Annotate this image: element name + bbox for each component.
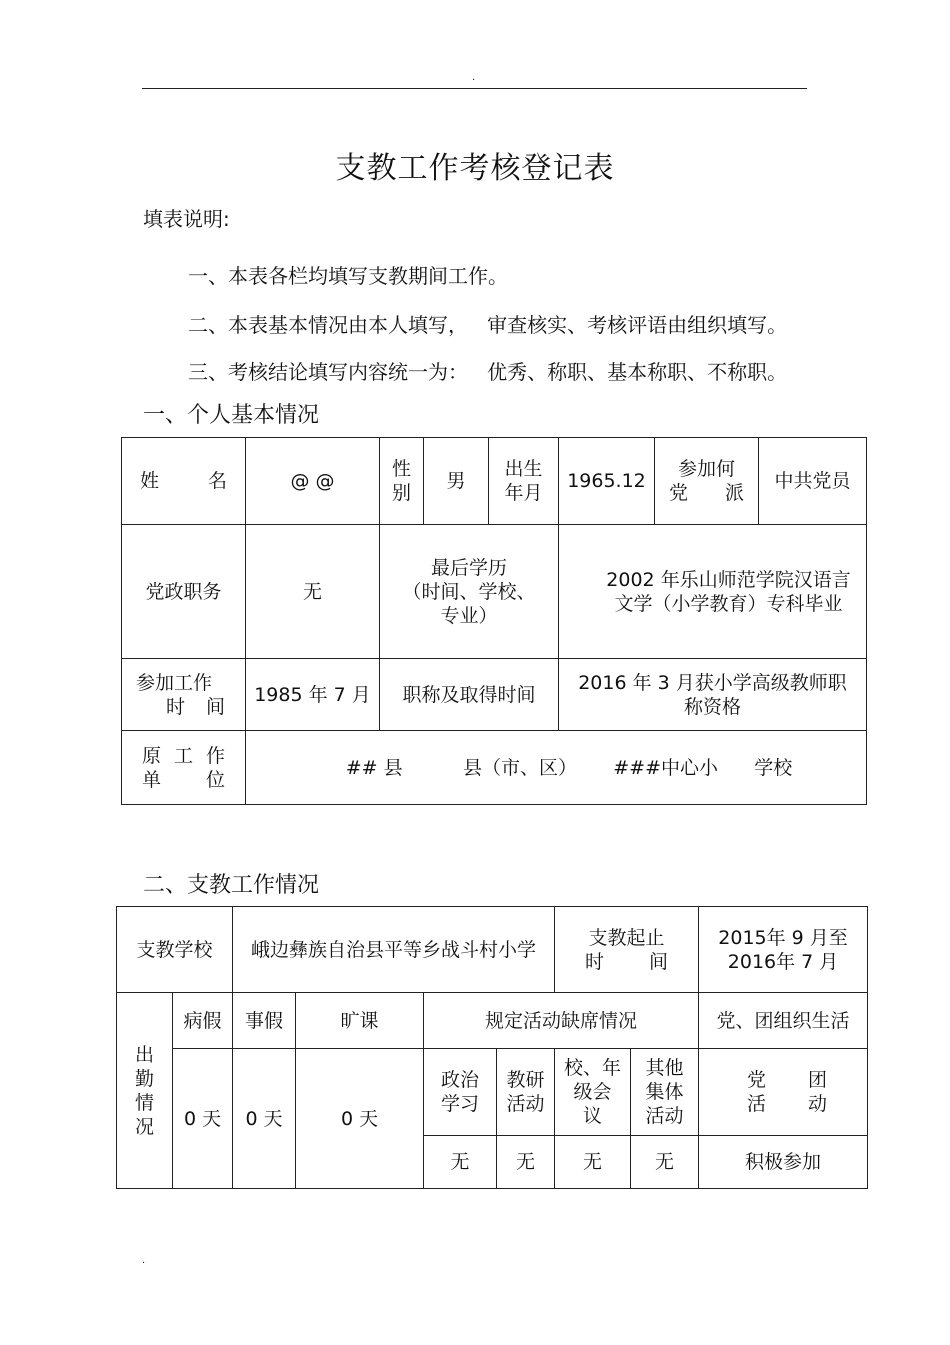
other-activity-label: 其他 集体 活动 <box>631 1049 699 1136</box>
sick-leave-value: 0 天 <box>173 1049 233 1189</box>
school-label: 支教学校 <box>117 907 233 993</box>
birth-value: 1965.12 <box>559 438 655 525</box>
instructions-heading: 填表说明: <box>143 207 230 231</box>
party-activity-value: 积极参加 <box>699 1136 868 1189</box>
post-value: 无 <box>246 525 380 659</box>
birth-label: 出生 年月 <box>489 438 559 525</box>
title-label: 职称及取得时间 <box>380 659 559 731</box>
meeting-label: 校、年 级会 议 <box>555 1049 631 1136</box>
header-dot: . <box>472 72 476 83</box>
party-activity-label: 党 团 活 动 <box>699 1049 868 1136</box>
party-label: 参加何 党 派 <box>655 438 759 525</box>
absence-value: 0 天 <box>296 1049 424 1189</box>
absence-label: 旷课 <box>296 993 424 1049</box>
research-activity-label: 教研 活动 <box>497 1049 555 1136</box>
meeting-value: 无 <box>555 1136 631 1189</box>
gender-label: 性 别 <box>380 438 424 525</box>
period-value: 2015年 9 月至 2016年 7 月 <box>699 907 868 993</box>
instruction-item: 二、本表基本情况由本人填写， 审查核实、考核评语由组织填写。 <box>188 313 788 337</box>
gender-value: 男 <box>424 438 489 525</box>
education-label: 最后学历 （时间、学校、 专业） <box>380 525 559 659</box>
title-value: 2016 年 3 月获小学高级教师职称资格 <box>559 659 867 731</box>
unit-label: 原 工 作 单 位 <box>122 731 246 805</box>
footer-dot: . <box>142 1255 146 1266</box>
politics-study-value: 无 <box>424 1136 497 1189</box>
unit-value: ## 县 县（市、区） ###中心小 学校 <box>246 731 867 805</box>
org-life-label: 党、团组织生活 <box>699 993 868 1049</box>
sick-leave-label: 病假 <box>173 993 233 1049</box>
party-value: 中共党员 <box>759 438 867 525</box>
name-value: @ @ <box>246 438 380 525</box>
section2-heading: 二、支教工作情况 <box>143 873 320 898</box>
post-label: 党政职务 <box>122 525 246 659</box>
attendance-label: 出 勤 情 况 <box>117 993 173 1189</box>
education-value: 2002 年乐山师范学院汉语言文学（小学教育）专科毕业 <box>559 525 867 659</box>
politics-study-label: 政治 学习 <box>424 1049 497 1136</box>
instruction-item: 一、本表各栏均填写支教期间工作。 <box>188 264 508 288</box>
personal-info-table <box>121 437 867 805</box>
name-label: 姓 名 <box>122 438 246 525</box>
personal-leave-value: 0 天 <box>233 1049 296 1189</box>
instruction-item: 三、考核结论填写内容统一为： 优秀、称职、基本称职、不称职。 <box>188 360 788 384</box>
section1-heading: 一、个人基本情况 <box>143 403 320 428</box>
school-value: 峨边彝族自治县平等乡战斗村小学 <box>233 907 555 993</box>
research-activity-value: 无 <box>497 1136 555 1189</box>
work-start-label: 参加工作 时 间 <box>122 659 246 731</box>
personal-leave-label: 事假 <box>233 993 296 1049</box>
activity-absence-label: 规定活动缺席情况 <box>424 993 699 1049</box>
work-start-value: 1985 年 7 月 <box>246 659 380 731</box>
period-label: 支教起止 时 间 <box>555 907 699 993</box>
header-rule <box>142 88 807 89</box>
support-work-table <box>116 906 868 1189</box>
page-title: 支教工作考核登记表 <box>335 151 615 186</box>
other-activity-value: 无 <box>631 1136 699 1189</box>
